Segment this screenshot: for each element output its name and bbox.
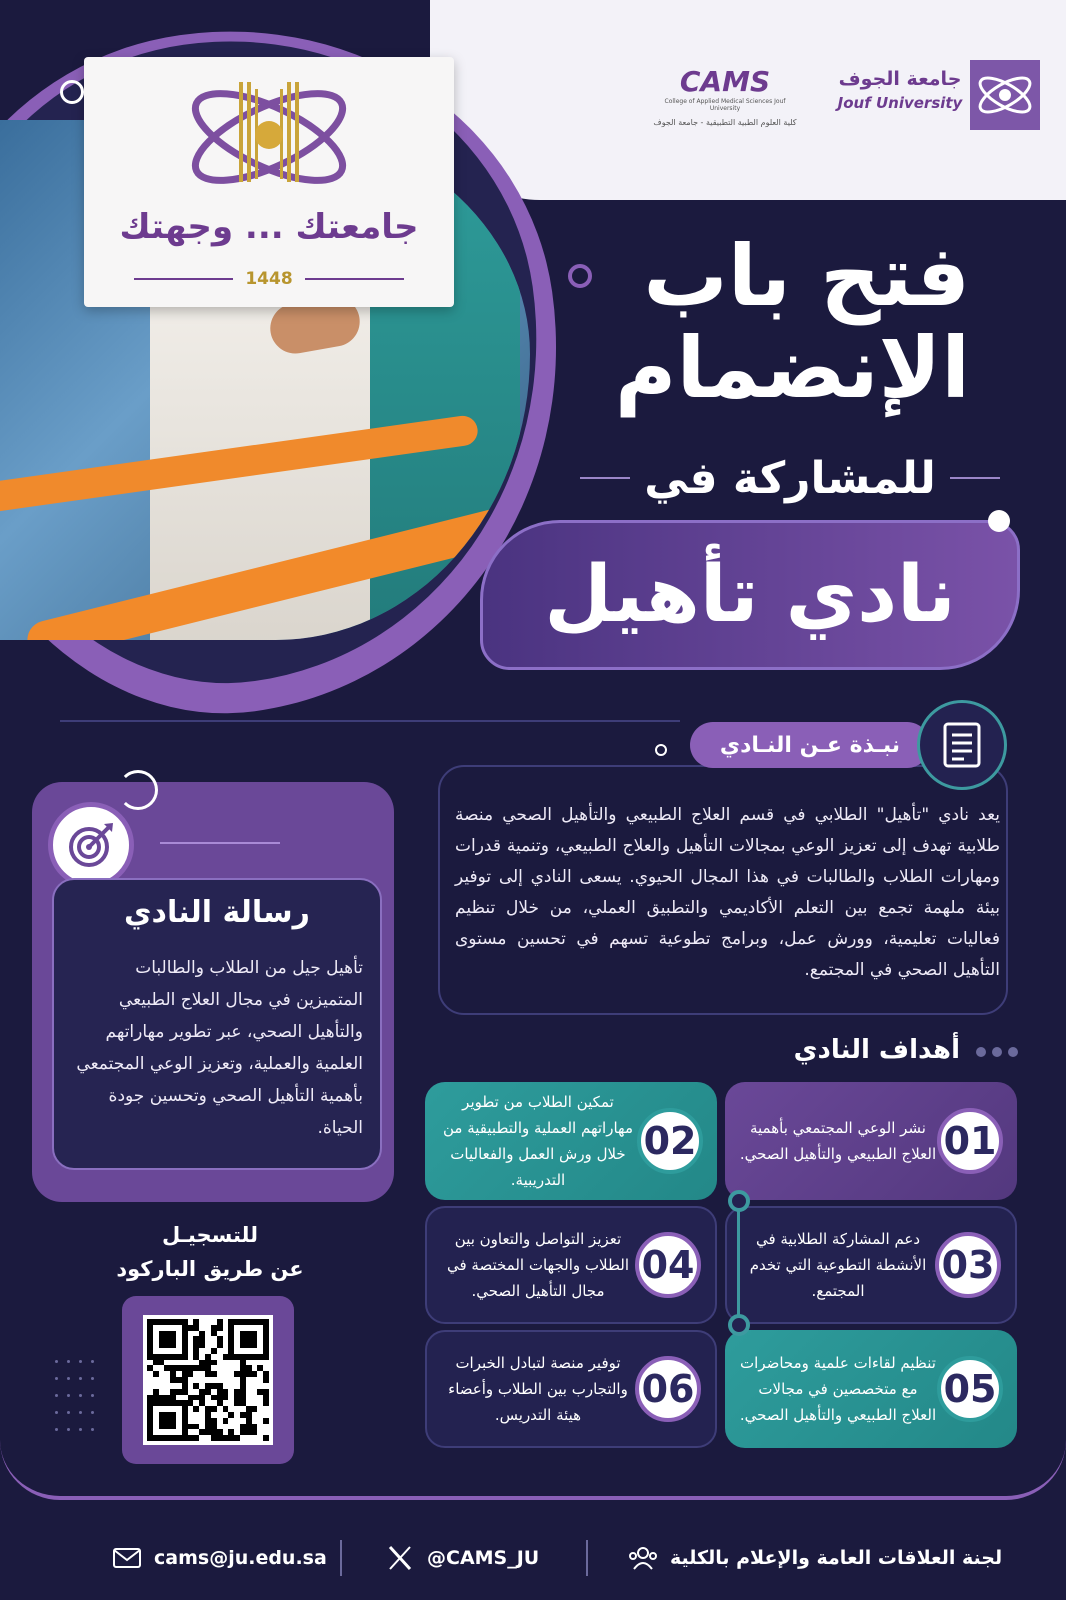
headline [540,227,970,418]
goal-card-06 [425,1330,717,1448]
goal-text: توفير منصة لتبادل الخبرات والتجارب بين الطلاب وأعضاء هيئة التدريس. [448,1354,628,1424]
club-name: نادي تأهيل [544,550,956,640]
university-name-en: Jouf University [837,94,963,112]
document-icon [917,700,1007,790]
goal-card-02 [425,1082,717,1200]
about-text: يعد نادي "تأهيل" الطلابي في قسم العلاج الطبيعي والتأهيل الصحي منصة طلابية تهدف إلى تعزيز الوعي بمجالات التأهيل والعلاج الطبيعي، وتنمية قدرات ومهارات الطلاب والطالبات في هذا المجال الحيوي. يسعى النادي إلى توفير بيئة ملهمة تجمع بين التعلم الأكاديمي والتطبيق العملي، من خلال تنظيم فعاليات تعليمية، وورش عمل، وبرامج تطوعية تسهم في تحسين مستوى التأهيل الصحي في المجتمع. [455,805,1000,980]
footer-email[interactable] [112,1540,327,1576]
jouf-university-logo [830,60,1040,130]
goal-connector [728,1314,750,1336]
divider [60,720,680,722]
people-icon [628,1545,658,1571]
target-icon [48,802,134,888]
email-text[interactable]: cams@ju.edu.sa [154,1547,327,1569]
goal-connector-line [737,1210,740,1316]
mission-title: رسالة النادي [124,895,310,930]
qr-code-icon[interactable] [143,1315,273,1445]
decor-small-ring [655,744,667,756]
goal-card-03 [725,1206,1017,1324]
year-row [134,269,404,289]
decor-dot [988,510,1010,532]
mission-line [160,842,280,844]
goal-text: تمكين الطلاب من تطوير مهاراتهم العملية والتطبيقية من خلال ورش العمل والفعاليات التدريبية. [443,1093,633,1189]
goals-title: أهداف النادي [793,1035,960,1065]
about-title: نبـذة عـن النـادي [690,722,930,768]
goal-number: 05 [937,1356,1003,1422]
twitter-handle[interactable]: @CAMS_JU [427,1547,540,1569]
decor-ring-top [60,80,84,104]
atom-emblem-icon [179,77,359,187]
goal-number: 01 [937,1108,1003,1174]
cams-subtitle: College of Applied Medical Sciences Jouf University [664,98,786,112]
qr-code-frame[interactable] [122,1296,294,1464]
x-logo-icon [385,1545,415,1571]
decor-ring [118,770,158,810]
register-line2: عن طريق الباركود [116,1257,304,1281]
headline-line1: فتح باب [643,227,970,325]
goal-number: 02 [637,1108,703,1174]
committee-text: لجنة العلاقات العامة والإعلام بالكلية [670,1547,1003,1569]
club-name-banner [480,520,1020,670]
mail-icon [112,1545,142,1571]
goal-text: نشر الوعي المجتمعي بأهمية العلاج الطبيعي والتأهيل الصحي. [739,1119,937,1163]
goal-card-05 [725,1330,1017,1448]
headline-line2: الإنضمام [614,319,970,418]
participate-row [580,448,1000,508]
footer-twitter[interactable] [385,1540,539,1576]
goal-number: 03 [935,1232,1001,1298]
goal-connector [728,1190,750,1212]
goal-card-04 [425,1206,717,1324]
goal-card-01 [725,1082,1017,1200]
university-emblem-icon [970,60,1040,130]
cams-arabic: كلية العلوم الطبية التطبيقية - جامعة الجوف [653,118,797,127]
goal-text: تنظيم لقاءات علمية ومحاضرات مع متخصصين في مجالات العلاج الطبيعي والتأهيل الصحي. [739,1354,937,1424]
decor-dot-grid [55,1360,103,1431]
cams-name: CAMS [679,65,771,98]
slogan-logo-card [84,57,454,307]
year-label: 1448 [245,269,293,289]
headline-line3: للمشاركة في [644,452,936,504]
university-name-ar: جامعة الجوف [838,68,962,90]
footer-curve [0,1440,1066,1500]
register-line1: للتسجيـل [161,1223,259,1247]
slogan-text: جامعتك ... وجهتك [119,207,419,247]
footer-separator [586,1540,588,1576]
goal-number: 06 [635,1356,701,1422]
footer-committee [628,1540,1002,1576]
cams-logo [650,65,800,135]
register-label [100,1218,320,1286]
goal-number: 04 [635,1232,701,1298]
footer-separator [340,1540,342,1576]
goals-dots [976,1047,1018,1057]
goal-text: دعم المشاركة الطلابية في الأنشطة التطوعية التي تخدم المجتمع. [749,1230,927,1300]
mission-text: تأهيل جيل من الطلاب والطالبات المتميزين في مجال العلاج الطبيعي والتأهيل الصحي، عبر تطوير مهاراتهم العلمية والعملية، وتعزيز الوعي المجتمعي بأهمية التأهيل الصحي وتحسين جودة الحياة. [76,958,363,1138]
goal-text: تعزيز التواصل والتعاون بين الطلاب والجهات المختصة في مجال التأهيل الصحي. [446,1230,630,1300]
